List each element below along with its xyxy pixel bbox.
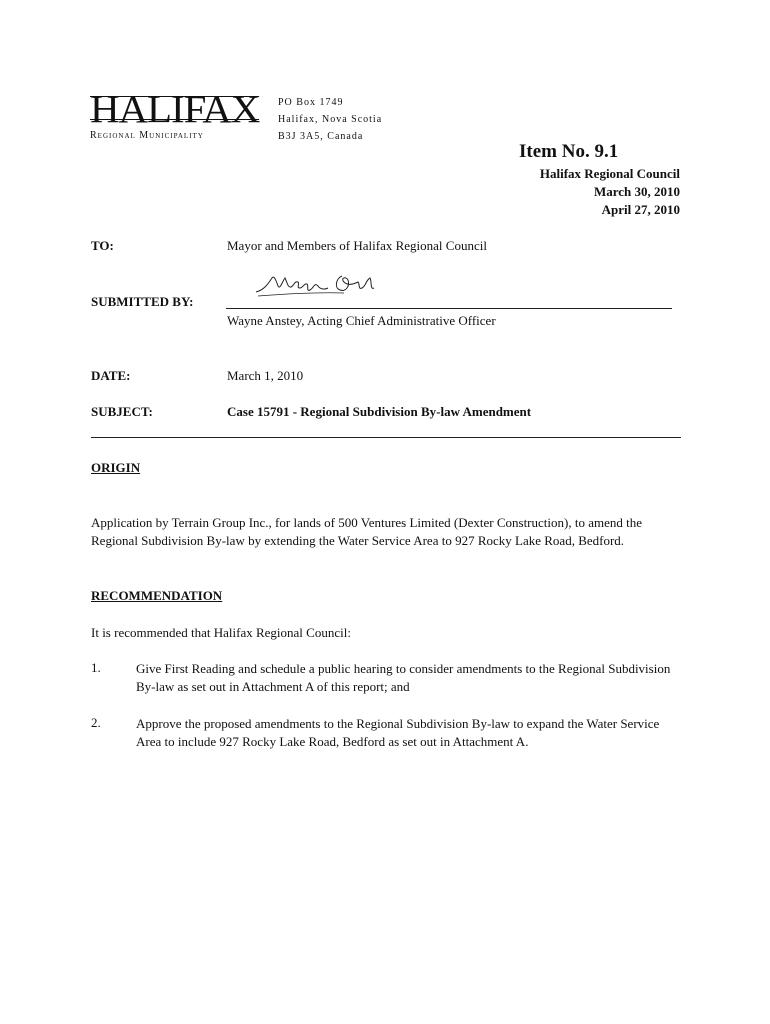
list-item-text: Approve the proposed amendments to the Regional Subdivision By-law to expand the Water Service Area to include 927 Rocky Lake Road, Bedford as set out in Attachment A. xyxy=(136,716,660,749)
signature-line xyxy=(226,308,672,309)
list-item-text: Give First Reading and schedule a public hearing to consider amendments to the Regional Subdivision By-law as set out in Attachment A of this report; and xyxy=(136,661,671,694)
address-line: PO Box 1749 xyxy=(278,97,344,108)
date-value: March 1, 2010 xyxy=(227,368,304,383)
submitted-by-label: SUBMITTED BY: xyxy=(91,294,194,309)
to-label: TO: xyxy=(91,238,114,253)
to-value: Mayor and Members of Halifax Regional Council xyxy=(227,238,487,253)
submitted-by-value: Wayne Anstey, Acting Chief Administrative Officer xyxy=(227,313,496,328)
origin-text: Application by Terrain Group Inc., for lands of 500 Ventures Limited (Dexter Construction), to amend the Regional Subdivision By-law by extending the Water Service Area to 927 Rocky Lake Road, Bedford. xyxy=(91,515,642,548)
item-number: Item No. 9.1 xyxy=(519,141,619,162)
list-item-number: 1. xyxy=(91,660,101,675)
date-label: DATE: xyxy=(91,368,131,383)
address-line: Halifax, Nova Scotia xyxy=(278,114,383,125)
meeting-date: April 27, 2010 xyxy=(601,202,680,217)
handwritten-signature xyxy=(254,268,384,302)
header-divider xyxy=(91,437,681,438)
mailing-address xyxy=(278,94,382,145)
subject-label: SUBJECT: xyxy=(91,404,153,419)
recommendation-intro: It is recommended that Halifax Regional Council: xyxy=(91,625,351,640)
meeting-date: March 30, 2010 xyxy=(593,184,680,199)
recommendation-heading: RECOMMENDATION xyxy=(91,588,223,603)
logo-subtitle: Regional Municipality xyxy=(90,130,204,141)
meeting-info xyxy=(540,165,680,219)
origin-heading: ORIGIN xyxy=(91,460,141,475)
meeting-body: Halifax Regional Council xyxy=(539,166,680,181)
subject-value: Case 15791 - Regional Subdivision By-law Amendment xyxy=(227,404,532,419)
halifax-logo xyxy=(90,88,260,141)
list-item-number: 2. xyxy=(91,715,101,730)
logo-wordmark: HALIFAX xyxy=(90,88,260,131)
address-line: B3J 3A5, Canada xyxy=(278,131,364,142)
